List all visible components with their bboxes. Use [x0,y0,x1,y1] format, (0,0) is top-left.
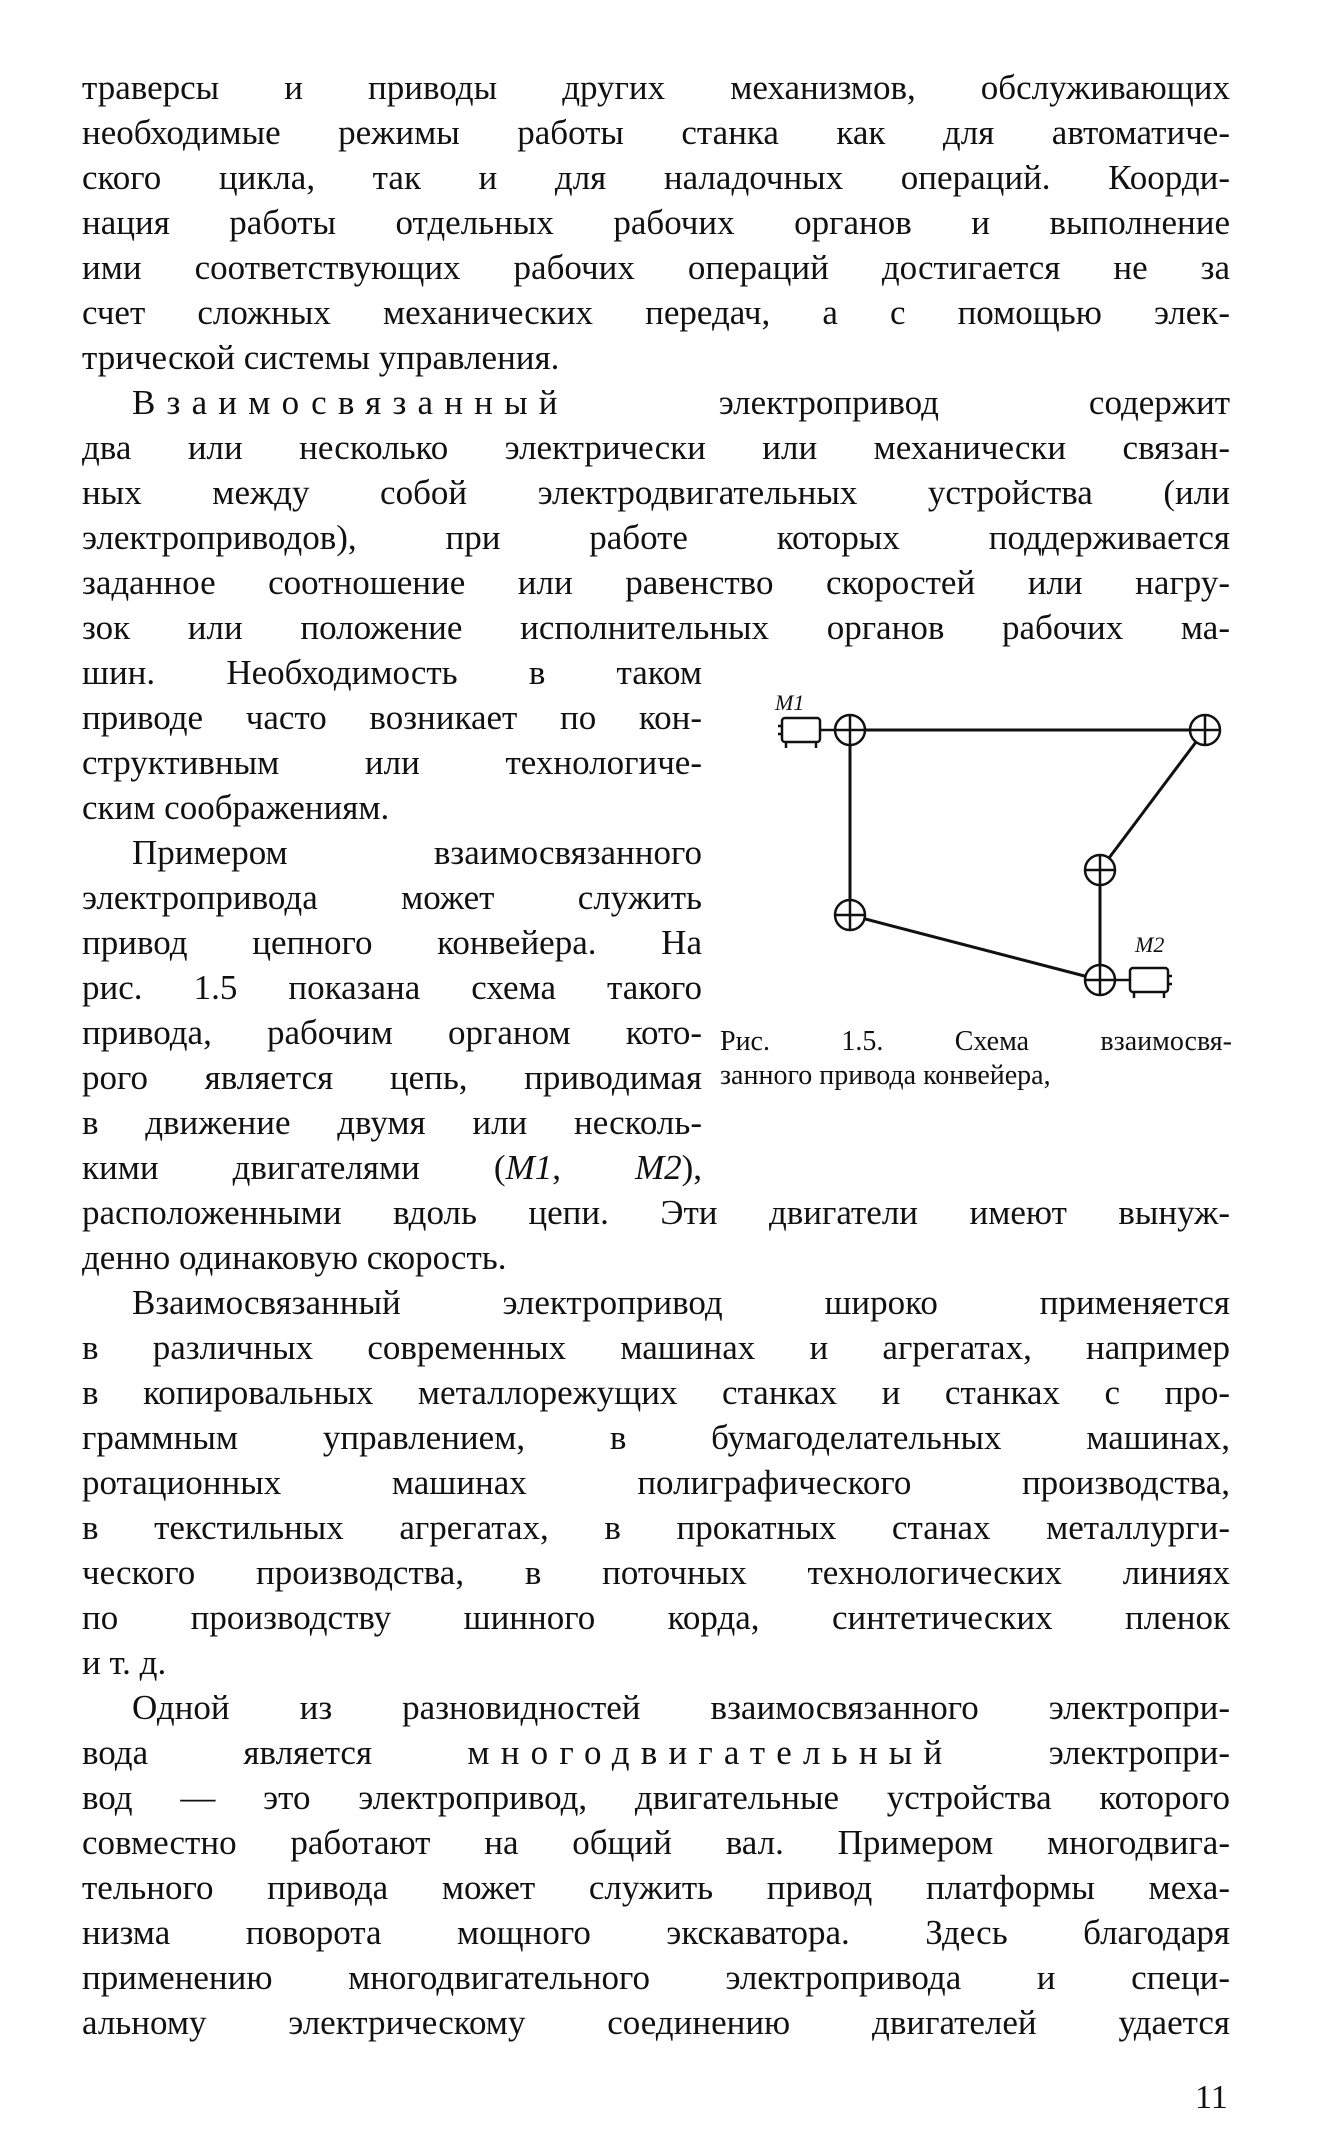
text-line: рис. 1.5 показана схема такого [82,968,702,1007]
text-line: трической системы управления. [82,338,560,377]
text-line: Примером взаимосвязанного [132,833,702,872]
text-line: необходимые режимы работы станка как для автоматиче- [82,113,1230,152]
text-span: кими двигателями ( [82,1148,506,1187]
text-line: низма поворота мощного экскаватора. Здесь благодаря [82,1913,1230,1952]
text-line: привода, рабочим органом кото- [82,1013,702,1052]
text-line: ими соответствующих рабочих операций достигается не за [82,248,1230,287]
text-line: в движение двумя или несколь- [82,1103,702,1142]
text-span: вода является [82,1733,373,1772]
text-line [82,1145,702,1190]
text-line: электропривода может служить [82,878,702,917]
text-line: траверсы и приводы других механизмов, обслуживающих [82,68,1230,107]
text-line: шин. Необходимость в таком [82,653,702,692]
text-span: электропривод содержит [718,383,1231,422]
text-span: ), [681,1148,703,1187]
text-line: нация работы отдельных рабочих органов и выполнение [82,203,1230,242]
term-spaced: Взаимосвязанный [132,383,569,422]
text-line: приводе часто возникает по кон- [82,698,702,737]
text-line: ского цикла, так и для наладочных операций. Коорди- [82,158,1230,197]
sprocket-icon [835,715,865,745]
text-line: ных между собой электродвигательных устройства (или [82,473,1230,512]
text-line: Одной из разновидностей взаимосвязанного электропри- [132,1688,1230,1727]
text-line: граммным управлением, в бумагоделательных машинах, [82,1418,1230,1457]
sprocket-icon [1085,965,1115,995]
page-number: 11 [1195,2079,1228,2116]
text-line: ческого производства, в поточных технологических линиях [82,1553,1230,1592]
text-line: заданное соотношение или равенство скоростей или нагру- [82,563,1230,602]
motor-m2-icon [1115,968,1172,998]
sprocket-icon [1085,855,1115,885]
text-span: электропри- [1048,1733,1230,1772]
text-line: ротационных машинах полиграфического производства, [82,1463,1230,1502]
motor-ref-m1: М1 [505,1148,553,1187]
text-line: в текстильных агрегатах, в прокатных станах металлурги- [82,1508,1230,1547]
text-line: применению многодвигательного электропривода и специ- [82,1958,1230,1997]
text-line: зок или положение исполнительных органов рабочих ма- [82,608,1230,647]
motor-ref-m2: М2 [634,1148,682,1187]
conveyor-diagram [720,690,1240,1000]
motor-m1-label: М1 [775,690,805,715]
text-line: расположенными вдоль цепи. Эти двигатели имеют вынуж- [82,1193,1230,1232]
text-line: тельного привода может служить привод платформы меха- [82,1868,1230,1907]
text-line: денно одинаковую скорость. [82,1238,507,1277]
text-line [82,1730,1230,1775]
text-line: по производству шинного корда, синтетических пленок [82,1598,1230,1637]
text-line: в различных современных машинах и агрегатах, например [82,1328,1230,1367]
motor-m2-label: М2 [1135,932,1165,957]
text-line: два или несколько электрически или механически связан- [82,428,1230,467]
motor-m1-icon [778,718,835,748]
sprocket-icon [1190,715,1220,745]
text-line: в копировальных металлорежущих станках и станках с про- [82,1373,1230,1412]
text-line: вод — это электропривод, двигательные устройства которого [82,1778,1230,1817]
text-line: счет сложных механических передач, а с помощью элек- [82,293,1230,332]
text-line: структивным или технологиче- [82,743,702,782]
text-line [132,380,1230,425]
text-line: электроприводов), при работе которых поддерживается [82,518,1230,557]
text-line: совместно работают на общий вал. Примером многодвига- [82,1823,1230,1862]
text-line: ским соображениям. [82,788,390,827]
figure-caption: занного привода конвейера, [720,1060,1051,1091]
text-line: рого является цепь, приводимая [82,1058,702,1097]
text-line: привод цепного конвейера. На [82,923,702,962]
figure-caption: Рис. 1.5. Схема взаимосвя- [720,1026,1232,1057]
text-line: и т. д. [82,1643,167,1682]
sprocket-icon [835,900,865,930]
text-line: альному электрическому соединению двигателей удается [82,2003,1230,2042]
term-spaced: многодвигательный [467,1733,954,1772]
text-span: , [552,1148,635,1187]
text-line: Взаимосвязанный электропривод широко применяется [132,1283,1230,1322]
